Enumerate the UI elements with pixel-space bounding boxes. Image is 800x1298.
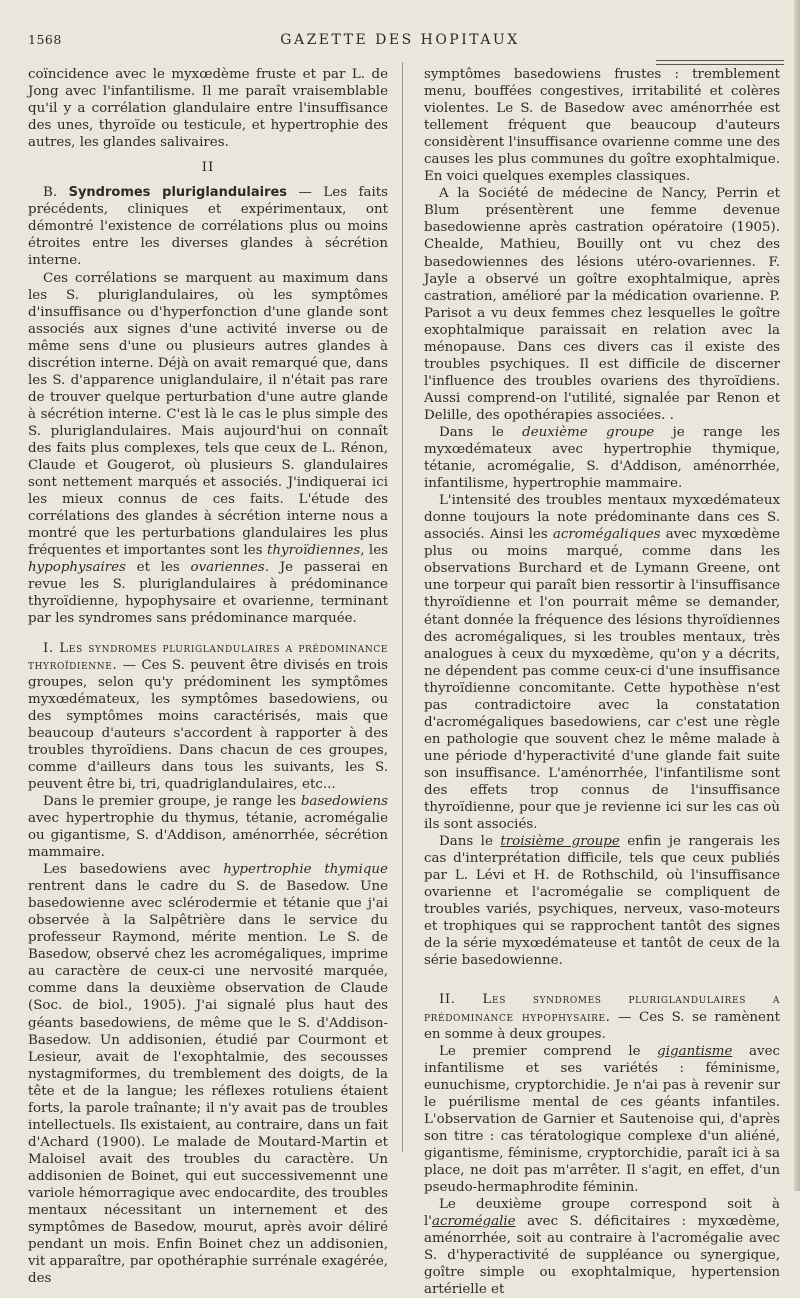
emphasis: acromégalie — [431, 1214, 516, 1230]
spacer — [28, 628, 388, 640]
paragraph-text: enfin je rangerais les cas d'interprétation difficile, tels que ceux publiés par L. Lévi et H. de Rothschild, où l'insuffisance ovarienne et l'acromégalie se compliquent de troubles variés, psychiques, nerveux, vaso-moteurs et trophiques qui se rapprochent tantôt des signes de la série myxœdémateuse et tantôt de ceux de la série basedowienne. — [424, 834, 780, 969]
paragraph-text: , les — [360, 543, 388, 559]
left-column — [28, 66, 388, 1287]
section-heading: Syndromes pluriglandulaires — [68, 185, 288, 201]
right-column — [424, 66, 780, 1298]
paragraph-text: — Ces S. se ramènent en somme à deux groupes. — [424, 1009, 780, 1042]
column-divider — [402, 62, 403, 1152]
paragraph-text: avec hypertrophie du thymus, tétanie, acromégalie ou gigantisme, S. d'Addison, aménorrhée, sécrétion mammaire. — [28, 810, 388, 861]
paragraph-text: Dans le — [439, 424, 523, 440]
emphasis: basedowiens — [300, 793, 388, 809]
emphasis: ovariennes — [190, 560, 265, 576]
paragraph-text: je range les myxœdémateux avec hypertrophie thymique, tétanie, acromégalie, S. d'Addison, aménorrhée, infantilisme, hypertrophie mammaire. — [424, 424, 780, 492]
subsection-heading: II. Les syndromes pluriglandulaires a prédominance hypophysaire. — [424, 992, 780, 1025]
paragraph-text: L'intensité des troubles mentaux myxœdémateux donne toujours la note prédominante dans ces S. associés. Ainsi les — [424, 493, 780, 543]
top-rule — [656, 60, 784, 65]
paragraph-text: Le deuxième groupe correspond soit à l' — [424, 1197, 780, 1230]
paragraph-text: Ces corrélations se marquent au maximum dans les S. pluriglandulaires, où les symptômes d'insuffisance ou d'hyperfonction d'une glande sont associés aux signes d'une activité inverse ou de même sens d'une ou plusieurs autres glandes à discrétion interne. Déjà on avait remarqué que, dans les S. d'apparence uniglandulaire, il n'était pas rare de trouver quelque perturbation d'une autre glande à sécrétion interne. C'est là le cas le plus simple des S. pluriglandulaires. Mais aujourd'hui on connaît des faits plus complexes, tels que ceux de L. Rénon, Claude et Gougerot, où plusieurs S. glandulaires sont nettement marqués et associés. J'indiquerai ici les mieux connus de ces faits. L'étude des corrélations des glandes à sécrétion interne nous a montré que les perturbations glandulaires les plus fréquentes et importantes sont les — [28, 270, 388, 559]
emphasis: hypophysaires — [28, 560, 126, 576]
paragraph: symptômes basedowiens frustes : tremblement menu, bouffées congestives, irritabilité et colères violentes. Le S. de Basedow avec aménorrhée est tellement fréquent que beaucoup d'auteurs considèrent l'insuffisance ovarienne comme une des causes les plus communes du goître exophtalmique. En voici quelques exemples classiques. — [424, 67, 780, 185]
paragraph — [424, 833, 780, 969]
paragraph-text: Dans le premier groupe, je range les — [43, 793, 301, 809]
emphasis: deuxième groupe — [522, 424, 655, 440]
paragraph — [28, 861, 388, 1287]
paragraph — [28, 640, 388, 793]
paragraph — [424, 492, 780, 833]
emphasis: acromégaliques — [552, 527, 661, 543]
paragraph: coïncidence avec le myxœdème fruste et par L. de Jong avec l'infantilisme. Il me paraît vraisemblable qu'il y a corrélation glandulaire entre l'insuffisance des unes, thyroïde ou testicule, et hypertrophie des autres, les glandes salivaires. — [28, 67, 388, 151]
section-label: B. — [43, 185, 69, 201]
paragraph — [28, 270, 388, 628]
paragraph: A la Société de médecine de Nancy, Perrin et Blum présentèrent une femme devenue basedowienne après castration opératoire (1905). Chealde, Mathieu, Bouilly ont vu chez des basedowiennes des lésions utéro-ovariennes. F. Jayle a observé un goître exophtalmique, après castration, amélioré par la médication ovarienne. P. Parisot a vu deux femmes chez lesquelles le goître exophtalmique paraissait en relation avec la ménopause. Dans ces divers cas il existe des troubles psychiques. Il est difficile de discerner l'influence des troubles ovariens des thyroïdiens. Aussi comprend-on l'utilité, signalée par Renon et Delille, des opothérapies associées. . — [424, 186, 780, 423]
journal-title: GAZETTE DES HOPITAUX — [280, 32, 520, 48]
paragraph-text: Le premier comprend le — [439, 1043, 658, 1059]
page-number: 1568 — [28, 32, 62, 47]
paragraph-text: — Ces S. peuvent être divisés en trois groupes, selon qu'y prédominent les symptômes myxœdémateux, les symptômes basedowiens, ou des symptômes moins caractérisés, mais que beaucoup d'auteurs s'accordent à rapporter à des troubles thyroïdiens. Dans chacun de ces groupes, comme d'ailleurs dans tous les suivants, les S. peuvent être bi, tri, quadriglandulaires, etc... — [28, 657, 388, 792]
paragraph — [28, 793, 388, 861]
emphasis: hypertrophie thymique — [223, 862, 388, 878]
paragraph — [424, 1196, 780, 1298]
paragraph-text: Dans le — [439, 834, 501, 850]
subsection-heading: I. Les syndromes pluriglandulaires a prédominance thyroïdienne. — [28, 640, 388, 673]
paragraph-text: rentrent dans le cadre du S. de Basedow. Une basedowienne avec sclérodermie et tétanie que j'ai observée à la Salpêtrière dans le service du professeur Raymond, mérite mention. Le S. de Basedow, observé chez les acromégaliques, imprime au caractère de ceux-ci une nervosité marquée, comme dans la deuxième observation de Claude (Soc. de biol., 1905). J'ai signalé plus haut des géants basedowiens, de même que le S. d'Addison-Basedow. Un addisonien, étudié par Courmont et Lesieur, avait de l'exophtalmie, des secousses nystagmiformes, du tremblement des doigts, de la tête et de la langue; les réflexes rotuliens étaient forts, la parole traînante; il n'y avait pas de troubles intellectuels. Ils existaient, au contraire, dans un fait d'Achard (1900). Le malade de Moutard-Martin et Maloisel avait des troubles du caractère. Un addisonien de Boinet, qui eut successivemennt une variole hémorragique avec endocardite, des troubles mentaux nécessitant un internement et des symptômes de Basedow, mourut, après avoir déliré pendant un mois. Enfin Boinet chez un addisonien, vit apparaître, par opothéraphie surrénale exagérée, des — [28, 879, 388, 1287]
paragraph-text: — Les faits précédents, cliniques et expérimentaux, ont démontré l'existence de corrélations plus ou moins étroites entre les diverses glandes à sécrétion interne. — [28, 185, 389, 269]
section-number: II — [201, 160, 215, 176]
page-edge — [794, 0, 800, 1191]
paragraph — [424, 1043, 780, 1196]
emphasis: thyroïdiennes — [267, 543, 361, 559]
spacer — [424, 969, 780, 991]
paragraph — [424, 991, 780, 1042]
paragraph-text: Les basedowiens avec — [43, 862, 224, 878]
running-header — [0, 32, 800, 52]
paragraph-text: avec S. déficitaires : myxœdème, aménorrhée, soit au contraire à l'acromégalie avec S. d'hyperactivité de suppléance ou synergique, goître simple ou exophtalmique, hypertension artérielle et — [424, 1214, 780, 1298]
emphasis: troisième groupe — [500, 834, 620, 850]
paragraph-text: avec myxœdème plus ou moins marqué, comme dans les observations Burchard et de Lymann Greene, ont une torpeur qui paraît bien ressortir à l'insuffisance thyroïdienne et l'on pourrait même se demander, étant donnée la fréquence des lésions thyroïdiennes des acromégaliques, si les troubles mentaux, très analogues à ceux du myxœdème, qu'on y a décrits, ne dépendent pas comme ceux-ci d'une insuffisance thyroïdienne concomitante. Cette hypothèse n'est pas contradictoire avec la constatation d'acromégaliques basedowiens, car c'est une règle en pathologie que souvent chez le même malade à une période d'hyperactivité d'une glande fait suite son insuffisance. L'aménorrhée, l'infantilisme sont des effets trop connus de l'insuffisance thyroïdienne, pour que je revienne ici sur les cas où ils sont associés. — [424, 527, 780, 833]
paragraph — [424, 424, 780, 492]
paragraph-text: et les — [125, 560, 191, 576]
paragraph — [28, 184, 388, 269]
paragraph-text: . Je passerai en revue les S. pluriglandulaires à prédominance thyroïdienne, hypophysaire et ovarienne, terminant par les syndromes sans prédominance marquée. — [28, 560, 389, 627]
emphasis: gigantisme — [657, 1043, 733, 1059]
paragraph-text: avec infantilisme et ses variétés : féminisme, eunuchisme, cryptorchidie. Je n'ai pas à revenir sur le puérilisme mental de ces géants infantiles. L'observation de Garnier et Sautenoise qui, d'après son titre : cas tératologique complexe d'un aliéné, gigantisme, féminisme, cryptorchidie, paraît ici à sa place, ne doit pas m'arrêter. Il s'agit, en effet, d'un pseudo-hermaphrodite féminin. — [424, 1043, 780, 1195]
